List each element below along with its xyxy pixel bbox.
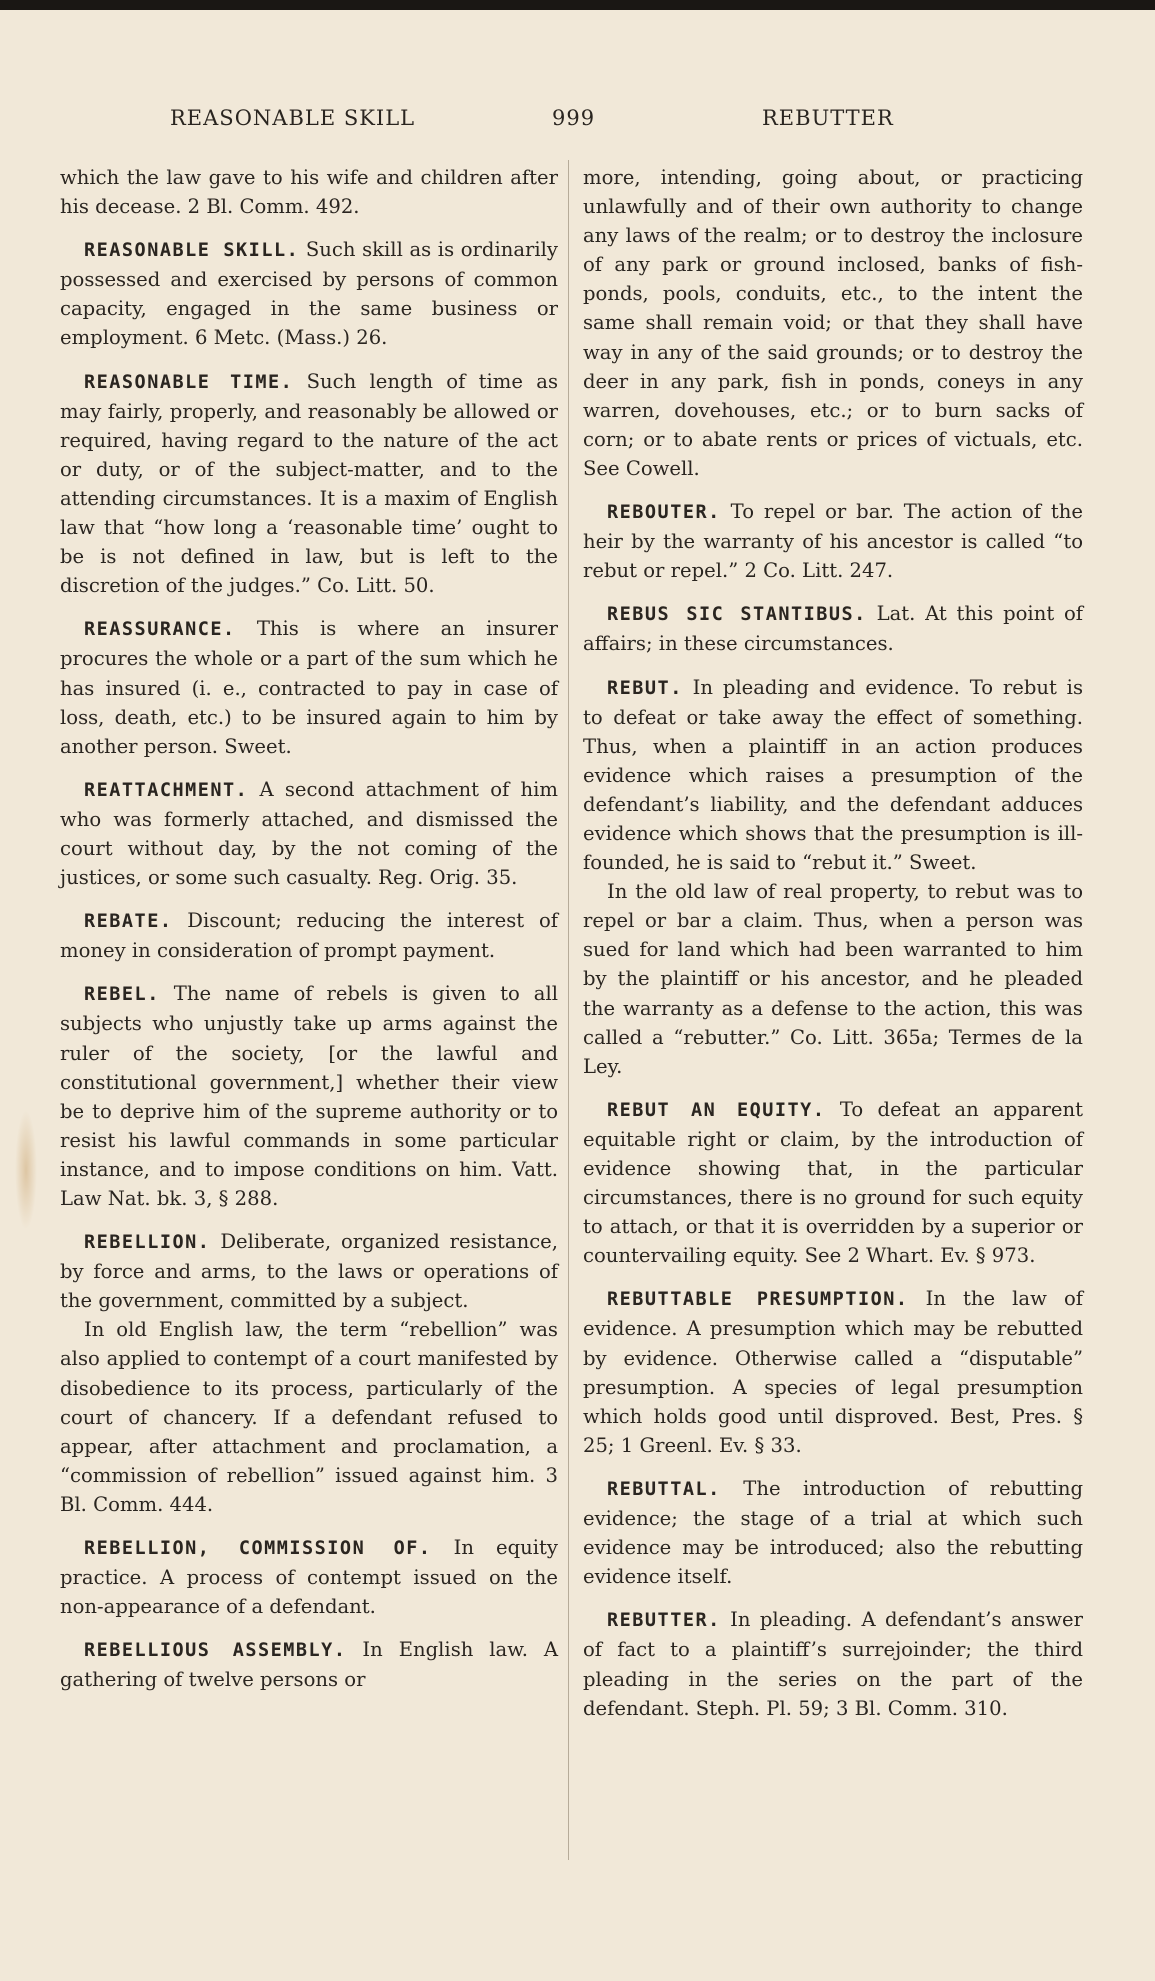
left-column	[60, 163, 558, 1709]
dictionary-entry	[60, 775, 558, 892]
entry-text: In old English law, the term “rebellion” was also applied to contempt of a court manifested by disobedience to its process, particularly of the court of chancery. If a defendant refused to appear, after attachment and proclamation, a “commission of rebellion” issued against him. 3 Bl. Comm. 444.	[60, 1318, 558, 1516]
entry-text: Lat. At this point of affairs; in these circumstances.	[583, 602, 1083, 656]
entry-text: Discount; reducing the interest of money in consideration of prompt payment.	[60, 909, 558, 963]
dictionary-entry	[60, 235, 558, 352]
entry-headword: REASSURANCE.	[84, 619, 236, 641]
entry-text: In the law of evidence. A presumption which may be rebutted by evidence. Otherwise called a “disputable” presumption. A species of legal presumption which holds good until disproved. Best, Pres. § 25; 1 Greenl. Ev. § 33.	[583, 1287, 1083, 1457]
entry-headword: REBUTTABLE PRESUMPTION.	[607, 1289, 909, 1311]
entry-headword: REBUT.	[607, 677, 683, 699]
entry-headword: REBUTTAL.	[607, 1478, 721, 1500]
header-left-guide-word: REASONABLE SKILL	[170, 106, 416, 130]
dictionary-entry	[60, 1635, 558, 1694]
entry-text: which the law gave to his wife and children after his decease. 2 Bl. Comm. 492.	[60, 166, 558, 219]
dictionary-entry	[583, 497, 1083, 585]
entry-text: Such skill as is ordinarily possessed and exercised by persons of common capacity, engaged in the same business or employment. 6 Metc. (Mass.) 26.	[60, 238, 558, 350]
entry-text: In pleading and evidence. To rebut is to defeat or take away the effect of something. Thus, when a plaintiff in an action produces evidence which raises a presumption of the defendant’s liability, and the defendant adduces evidence which shows that the presumption is ill-founded, he is said to “rebut it.” Sweet.	[583, 675, 1083, 875]
entry-text: In English law. A gathering of twelve persons or	[60, 1638, 558, 1692]
entry-headword: REATTACHMENT.	[84, 779, 249, 801]
entry-text: more, intending, going about, or practicing unlawfully and of their own authority to change any laws of the realm; or to destroy the inclosure of any park or ground inclosed, banks of fish-ponds, pools, conduits, etc., to the intent the same shall remain void; or that they shall have way in any of the said grounds; or to destroy the deer in any park, fish in ponds, coneys in any warren, dovehouses, etc.; or to burn sacks of corn; or to abate rents or prices of victuals, etc. See Cowell.	[583, 166, 1083, 480]
entry-headword: REBELLIOUS ASSEMBLY.	[84, 1640, 347, 1662]
entry-text: The name of rebels is given to all subjects who unjustly take up arms against the ruler of the society, [or the lawful and constitutional government,] whether their view be to deprive him of the supreme authority or to resist his lawful commands in some particular instance, and to impose conditions on him. Vatt. Law Nat. bk. 3, § 288.	[60, 982, 558, 1210]
dictionary-entry	[60, 1227, 558, 1315]
dictionary-entry	[583, 1284, 1083, 1460]
page-top-edge	[0, 0, 1155, 10]
running-header	[0, 106, 1155, 136]
dictionary-entry	[583, 1095, 1083, 1271]
entry-headword: REBOUTER.	[607, 502, 721, 524]
paper-stain	[15, 1110, 37, 1230]
entry-text: In the old law of real property, to rebut was to repel or bar a claim. Thus, when a person was sued for land which had been warranted to him by the plaintiff or his ancestor, and he pleaded the warranty as a defense to the action, this was called a “rebutter.” Co. Litt. 365a; Termes de la Ley.	[583, 880, 1083, 1078]
entry-text: In equity practice. A process of contempt issued on the non-appearance of a defendant.	[60, 1536, 558, 1619]
dictionary-entry	[60, 1533, 558, 1621]
entry-text: To repel or bar. The action of the heir by the warranty of his ancestor is called “to rebut or repel.” 2 Co. Litt. 247.	[583, 500, 1083, 583]
dictionary-entry	[60, 614, 558, 760]
page-number: 999	[552, 106, 596, 130]
entry-headword: REBUT AN EQUITY.	[607, 1099, 826, 1121]
right-column	[583, 163, 1083, 1737]
entry-text: Such length of time as may fairly, properly, and reasonably be allowed or required, having regard to the nature of the act or duty, or of the subject-matter, and to the attending circumstances. It is a maxim of English law that “how long a ‘reasonable time’ ought to be is not defined in law, but is left to the discretion of the judges.” Co. Litt. 50.	[60, 369, 558, 598]
entry-text: A second attachment of him who was formerly attached, and dismissed the court without day, by the not coming of the justices, or some such casualty. Reg. Orig. 35.	[60, 777, 558, 890]
entry-headword: REBUS SIC STANTIBUS.	[607, 604, 867, 626]
entry-text: This is where an insurer procures the whole or a part of the sum which he has insured (i. e., contracted to pay in case of loss, death, etc.) to be insured again to him by another person. Sweet.	[60, 617, 559, 758]
dictionary-entry	[60, 906, 558, 965]
entry-headword: REBUTTER.	[607, 1610, 721, 1632]
dictionary-entry	[60, 979, 558, 1213]
header-right-guide-word: REBUTTER	[762, 106, 894, 130]
entry-subparagraph	[583, 877, 1083, 1081]
column-divider	[568, 160, 569, 1860]
entry-headword: REBATE.	[84, 911, 173, 933]
entry-text: Deliberate, organized resistance, by force and arms, to the laws or operations of the government, committed by a subject.	[60, 1230, 558, 1313]
entry-text: To defeat an apparent equitable right or claim, by the introduction of evidence showing that, in the particular circumstances, there is no ground for such equity to attach, or that it is overridden by a superior or countervailing equity. See 2 Whart. Ev. § 973.	[583, 1097, 1083, 1268]
dictionary-entry	[583, 1474, 1083, 1591]
entry-text: In pleading. A defendant’s answer of fact to a plaintiff’s surrejoinder; the third pleading in the series on the part of the defendant. Steph. Pl. 59; 3 Bl. Comm. 310.	[583, 1608, 1083, 1720]
entry-continuation	[583, 163, 1083, 483]
dictionary-entry	[583, 1605, 1083, 1722]
dictionary-entry	[583, 673, 1083, 878]
dictionary-entry	[583, 599, 1083, 658]
entry-continuation	[60, 163, 558, 221]
entry-headword: REASONABLE TIME.	[84, 371, 294, 393]
entry-text: The introduction of rebutting evidence; the stage of a trial at which such evidence may be introduced; also the rebutting evidence itself.	[583, 1476, 1083, 1589]
entry-headword: REASONABLE SKILL.	[84, 240, 300, 262]
entry-headword: REBELLION, COMMISSION OF.	[84, 1538, 432, 1560]
entry-headword: REBELLION.	[84, 1232, 211, 1254]
dictionary-entry	[60, 367, 558, 601]
entry-subparagraph	[60, 1315, 558, 1519]
entry-headword: REBEL.	[84, 984, 160, 1006]
